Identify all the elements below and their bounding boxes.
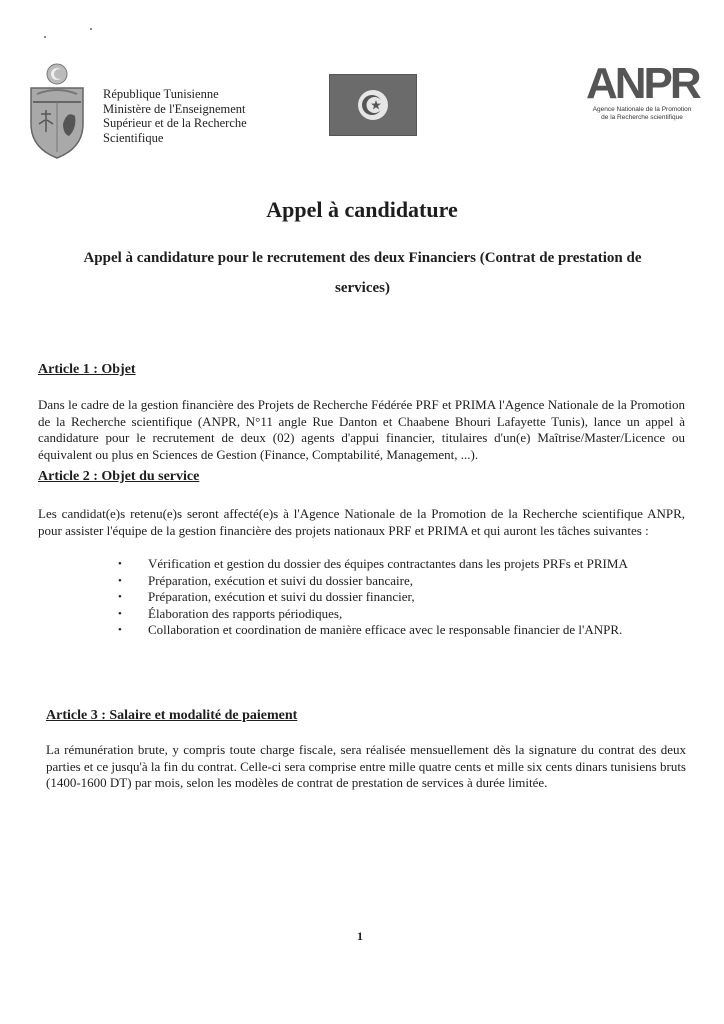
page-subtitle (30, 243, 695, 303)
scan-artifact (44, 36, 46, 38)
anpr-logo-subtitle: de la Recherche scientifique (601, 114, 683, 121)
task-item: • Élaboration des rapports périodiques, (118, 606, 683, 623)
ministry-header (103, 87, 247, 145)
page-title: Appel à candidature (266, 197, 458, 222)
scan-artifact (90, 28, 92, 30)
task-item: • Préparation, exécution et suivi du dossier financier, (118, 589, 683, 606)
anpr-logo (586, 59, 699, 142)
article-2-paragraph: Les candidat(e)s retenu(e)s seront affecté(e)s à l'Agence Nationale de la Promotion de la Recherche scientifique ANPR, pour assister l'équipe de la gestion financière des projets nationaux PRF et PRIMA et qui auront les tâches suivantes : (38, 506, 685, 538)
ministry-line: Scientifique (103, 130, 164, 145)
ministry-line: Ministère de l'Enseignement (103, 101, 246, 116)
subtitle-line: Appel à candidature pour le recrutement des deux Financiers (Contrat de prestation de (83, 250, 642, 266)
ministry-line: République Tunisienne (103, 87, 219, 101)
ministry-line: Supérieur et de la Recherche (103, 116, 247, 130)
subtitle-line: services) (335, 280, 390, 296)
tasks-list (118, 556, 683, 639)
article-1-paragraph: Dans le cadre de la gestion financière des Projets de Recherche Fédérée PRF et PRIMA l'Agence Nationale de la Promotion de la Recherche scientifique (ANPR, N°11 angle Rue Danton et Chaabene Bhouri Lafayette Tunis), lance un appel à candidature pour le recrutement de deux (02) agents d'appui financier, titulaires d'un(e) Maîtrise/Master/Licence ou équivalent ou plus en Sciences de Gestion (Finance, Comptabilité, Management, ...). (38, 397, 685, 462)
article-1-heading: Article 1 : Objet (38, 362, 136, 377)
task-item: • Préparation, exécution et suivi du dossier bancaire, (118, 573, 683, 590)
anpr-logo-subtitle: Agence Nationale de la Promotion (592, 106, 692, 113)
coat-of-arms-emblem (27, 62, 87, 160)
article-3-paragraph: La rémunération brute, y compris toute charge fiscale, sera réalisée mensuellement dès la signature du contrat des deux parties et ce jusqu'à la fin du contrat. Celle-ci sera comprise entre mille quatre cents et mille six cents dinars tunisiens bruts (1400-1600 DT) par mois, selon les modèles de contrat de prestation de services à durée limitée. (46, 742, 686, 790)
flag-crescent-star-icon (358, 90, 388, 120)
article-3-heading: Article 3 : Salaire et modalité de paiement (46, 708, 298, 723)
anpr-logo-text: ANPR (586, 59, 699, 108)
task-item: • Collaboration et coordination de manière efficace avec le responsable financier de l'ANPR. (118, 622, 683, 639)
task-item: • Vérification et gestion du dossier des équipes contractantes dans les projets PRFs et PRIMA (118, 556, 683, 573)
tunisia-flag (329, 74, 417, 136)
article-2-heading: Article 2 : Objet du service (38, 469, 200, 484)
page-number: 1 (357, 929, 363, 943)
